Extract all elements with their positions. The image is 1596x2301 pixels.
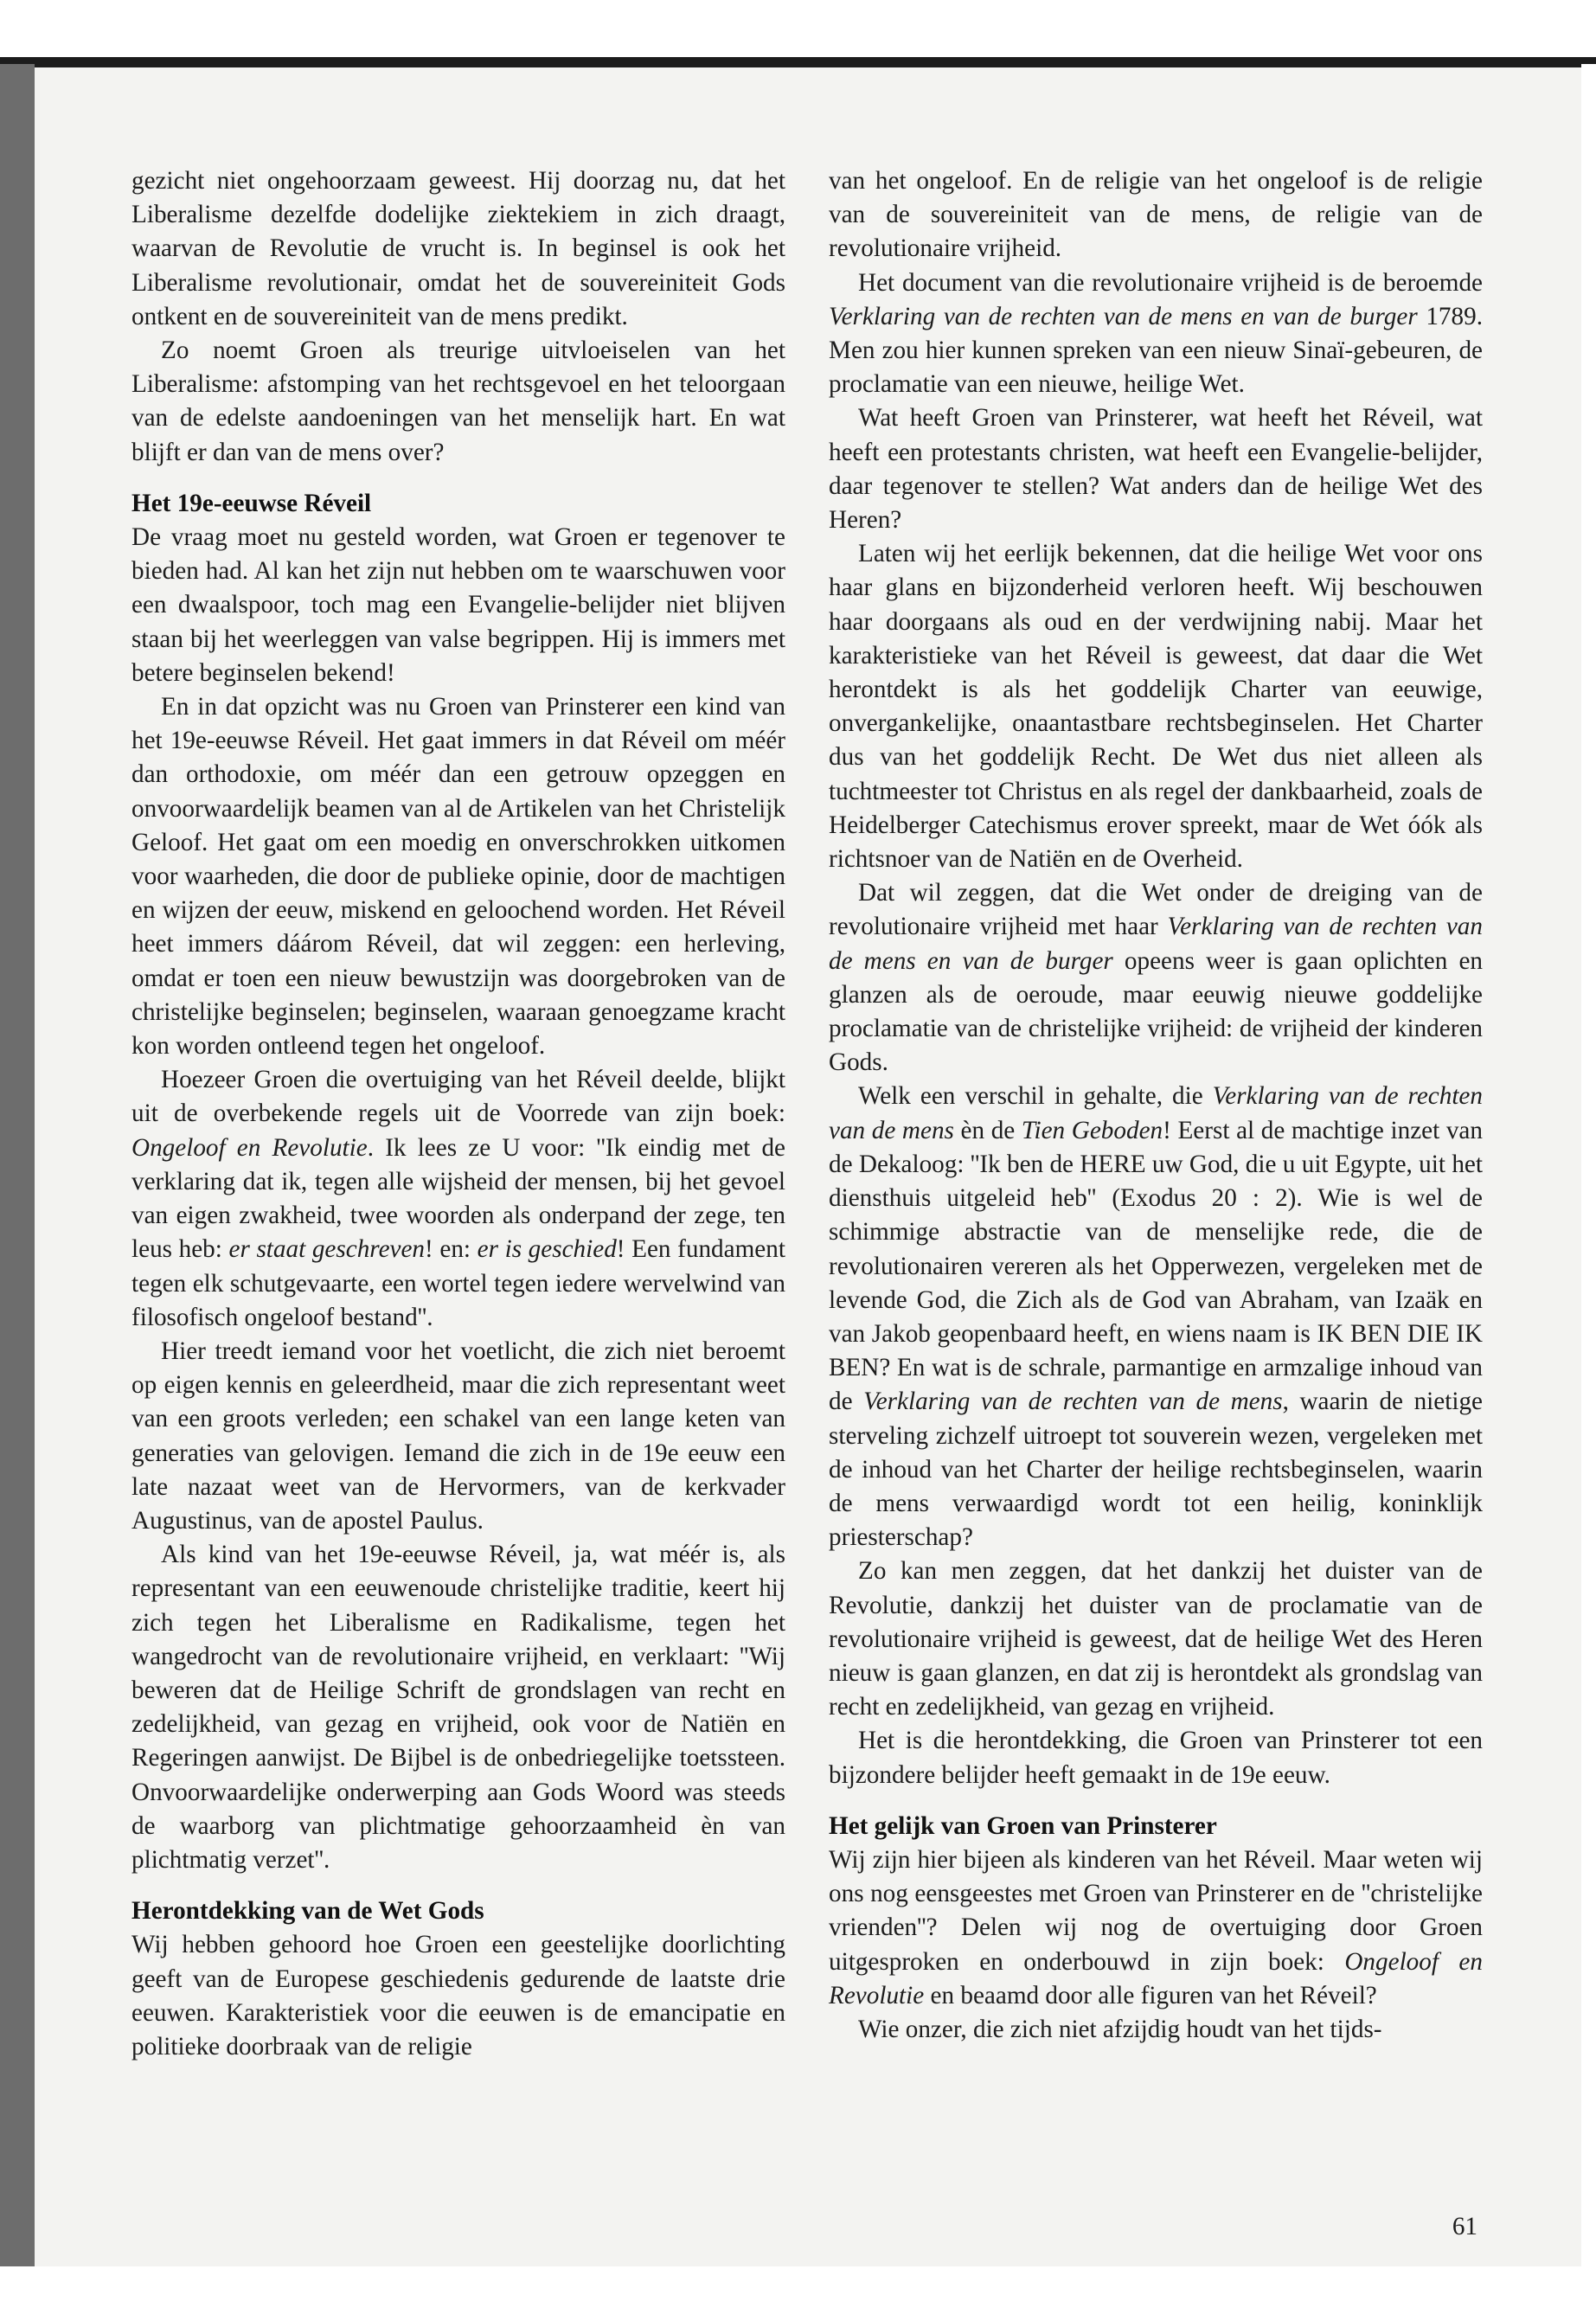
italic-quote: er staat geschreven xyxy=(228,1235,426,1264)
paragraph: Als kind van het 19e-eeuwse Réveil, ja, wat méér is, als representant van een eeuwenoude christelijke traditie, keert hij zich tegen het Liberalisme en Radikalisme, tegen het wangedrocht van de revolutionaire vrijheid, en verklaart: ''Wij beweren dat de Heilige Schrift de grondslagen van recht en zedelijkheid, van gezag en vrijheid, ook voor de Natiën en Regeringen aanwijst. De Bijbel is de onbedriegelijke toetssteen. Onvoorwaardelijke onderwerping aan Gods Woord was steeds de waarborg van plichtmatige gehoorzaamheid èn van plichtmatig verzet''. xyxy=(131,1541,785,1874)
paragraph: En in dat opzicht was nu Groen van Prinsterer een kind van het 19e-eeuwse Réveil. Het gaat immers in dat Réveil om méér dan orthodoxie, om méér dan een getrouw opzeggen en onvoorwaardelijk beamen van al de Artikelen van het Christelijk Geloof. Het gaat om een moedig en onverschrokken uitkomen voor waarheden, die door de publieke opinie, door de machtigen en wijzen der eeuw, miskend en geloochend worden. Het Réveil heet immers dáárom Réveil, dat wil zeggen: een herleving, omdat er toen een nieuw bewustzijn was doorgebroken van de christelijke beginselen; beginselen, waaraan genoegzame kracht kon worden ontleend tegen het ongeloof. xyxy=(131,693,785,1061)
paragraph: Dat wil zeggen, dat die Wet onder de dreiging van de revolutionaire vrijheid met haar Verklaring van de rechten van de mens en van de burger opeens weer is gaan oplichten en glanzen als de oeroude, maar eeuwig nieuwe goddelijke proclamatie van de christelijke vrijheid: de vrijheid der kinderen Gods. xyxy=(829,879,1483,1077)
paragraph: Laten wij het eerlijk bekennen, dat die heilige Wet voor ons haar glans en bijzonderheid verloren heeft. Wij beschouwen haar doorgaans als oud en der verdwijning nabij. Maar het karakteristieke van het Réveil is geweest, dat daar die Wet herontdekt is als het goddelijk Charter van eeuwige, onvergankelijke, onaantastbare rechtsbeginselen. Het Charter dus van het goddelijk Recht. De Wet dus niet alleen als tuchtmeester tot Christus en als regel der dankbaarheid, zoals de Heidelberger Catechismus erover spreekt, maar de Wet óók als richtsnoer van de Natiën en de Overheid. xyxy=(829,540,1483,874)
paragraph: Zo noemt Groen als treurige uitvloeiselen van het Liberalisme: afstomping van het rechtsgevoel en het teloorgaan van de edelste aandoeningen van het menselijk hart. En wat blijft er dan van de mens over? xyxy=(131,336,785,466)
paragraph: Wie onzer, die zich niet afzijdig houdt van het tijds- xyxy=(858,2015,1382,2043)
section-heading-reveil: Het 19e-eeuwse Réveil xyxy=(131,489,372,517)
paragraph: De vraag moet nu gesteld worden, wat Groen er tegenover te bieden had. Al kan het zijn nut hebben om te waarschuwen voor een dwaalspoor, toch mag een Evangelie-belijder niet blijven staan bij het weerleggen van valse begrippen. Hij is immers met betere beginselen bekend! xyxy=(131,523,785,687)
paragraph: Welk een verschil in gehalte, die Verklaring van de rechten van de mens èn de Tien Geboden! Eerst al de machtige inzet van de Dekaloog: ''Ik ben de HERE uw God, die u uit Egypte, uit het diensthuis uitgeleid heb'' (Exodus 20 : 2). Wie is wel de schimmige abstractie van de menselijke rede, die de revolutionairen vereren als het Opperwezen, vergeleken met de levende God, die Zich als de God van Abraham, van Izaäk en van Jakob geopenbaard heeft, en wiens naam is IK BEN DIE IK BEN? En wat is de schrale, parmantige en armzalige inhoud van de Verklaring van de rechten van de mens, waarin de nietige sterveling zichzelf uitroept tot souverein wezen, vergeleken met de inhoud van het Charter der heilige rechtsbeginselen, waarin de mens verwaardigd wordt tot een heilig, koninklijk priesterschap? xyxy=(829,1082,1483,1552)
paragraph: Het is die herontdekking, die Groen van Prinsterer tot een bijzondere belijder heeft gemaakt in de 19e eeuw. xyxy=(829,1727,1483,1789)
page-number: 61 xyxy=(1452,2213,1477,2240)
document-title: Verklaring van de rechten van de mens xyxy=(829,1082,1483,1144)
scan-bottom-margin xyxy=(0,2266,1596,2301)
paragraph: Hier treedt iemand voor het voetlicht, die zich niet beroemt op eigen kennis en geleerdheid, maar die zich representant weet van een groots verleden; een schakel van een lange keten van generaties van gelovigen. Iemand die zich in de 19e eeuw een late nazaat weet van de Hervormers, van de kerkvader Augustinus, van de apostel Paulus. xyxy=(131,1336,785,1535)
book-title: Ongeloof en Revolutie xyxy=(829,1947,1483,2009)
scan-top-margin xyxy=(0,0,1596,64)
paragraph: Zo kan men zeggen, dat het dankzij het duister van de Revolutie, dankzij het duister van de proclamatie van de revolutionaire vrijheid is geweest, dat de heilige Wet des Heren nieuw is gaan glanzen, en dat zij is herontdekt als grondslag van recht en zedelijkheid, van gezag en vrijheid. xyxy=(829,1557,1483,1721)
book-page xyxy=(35,67,1581,2270)
paragraph: Wij zijn hier bijeen als kinderen van het Réveil. Maar weten wij ons nog eensgeestes met Groen van Prinsterer en de ''christelijke vrienden''? Delen wij nog de overtuiging door Groen uitgesproken en onderbouwd in zijn boek: Ongeloof en Revolutie en beaamd door alle figuren van het Réveil? xyxy=(829,1845,1483,2009)
paragraph: gezicht niet ongehoorzaam geweest. Hij doorzag nu, dat het Liberalisme dezelfde dodelijke ziektekiem in zich draagt, waarvan de Revolutie de vrucht is. In beginsel is ook het Liberalisme revolutionair, omdat het de souvereiniteit Gods ontkent en de souvereiniteit van de mens predikt. xyxy=(131,167,785,330)
document-title: Tien Geboden xyxy=(1021,1116,1163,1144)
section-heading-herontdekking: Herontdekking van de Wet Gods xyxy=(131,1897,484,1926)
paragraph: van het ongeloof. En de religie van het ongeloof is de religie van de souvereiniteit van de mens, de religie van de revolutionaire vrijheid. xyxy=(829,167,1483,263)
paragraph: Wat heeft Groen van Prinsterer, wat heeft het Réveil, wat heeft een protestants christen, wat heeft een Evangelie-belijder, daar tegenover te stellen? Wat anders dan de heilige Wet des Heren? xyxy=(829,404,1483,535)
document-title: Verklaring van de rechten van de mens en van de burger xyxy=(829,913,1483,975)
paragraph: Hoezeer Groen die overtuiging van het Réveil deelde, blijkt uit de overbekende regels uit de Voorrede van zijn boek: Ongeloof en Revolutie. Ik lees ze U voor: ''Ik eindig met de verklaring dat ik, tegen alle wijsheid der mensen, bij het gevoel van eigen zwakheid, twee woorden als onderpand der zege, ten leus heb: er staat geschreven! en: er is geschied! Een fundament tegen elk schutgevaarte, een wortel tegen iedere wervelwind van filosofisch ongeloof bestand''. xyxy=(131,1066,785,1331)
scan-right-margin xyxy=(1581,64,1596,2301)
paragraph: Wij hebben gehoord hoe Groen een geestelijke doorlichting geeft van de Europese geschiedenis gedurende de laatste drie eeuwen. Karakteristiek voor die eeuwen is de emancipatie en politieke doorbraak van de religie xyxy=(131,1931,785,2061)
paragraph: Het document van die revolutionaire vrijheid is de beroemde Verklaring van de rechten van de mens en van de burger 1789. Men zou hier kunnen spreken van een nieuw Sinaï-gebeuren, de proclamatie van een nieuwe, heilige Wet. xyxy=(829,268,1483,399)
scan-top-edge xyxy=(0,57,1596,67)
right-text-column xyxy=(829,164,1483,2047)
left-text-column xyxy=(131,164,785,2064)
book-title: Ongeloof en Revolutie xyxy=(131,1133,368,1162)
section-heading-gelijk: Het gelijk van Groen van Prinsterer xyxy=(829,1811,1217,1840)
document-title: Verklaring van de rechten van de mens en van de burger xyxy=(829,302,1418,330)
document-title: Verklaring van de rechten van de mens xyxy=(863,1388,1283,1416)
scan-left-edge xyxy=(0,64,35,2301)
italic-quote: er is geschied xyxy=(477,1235,617,1264)
